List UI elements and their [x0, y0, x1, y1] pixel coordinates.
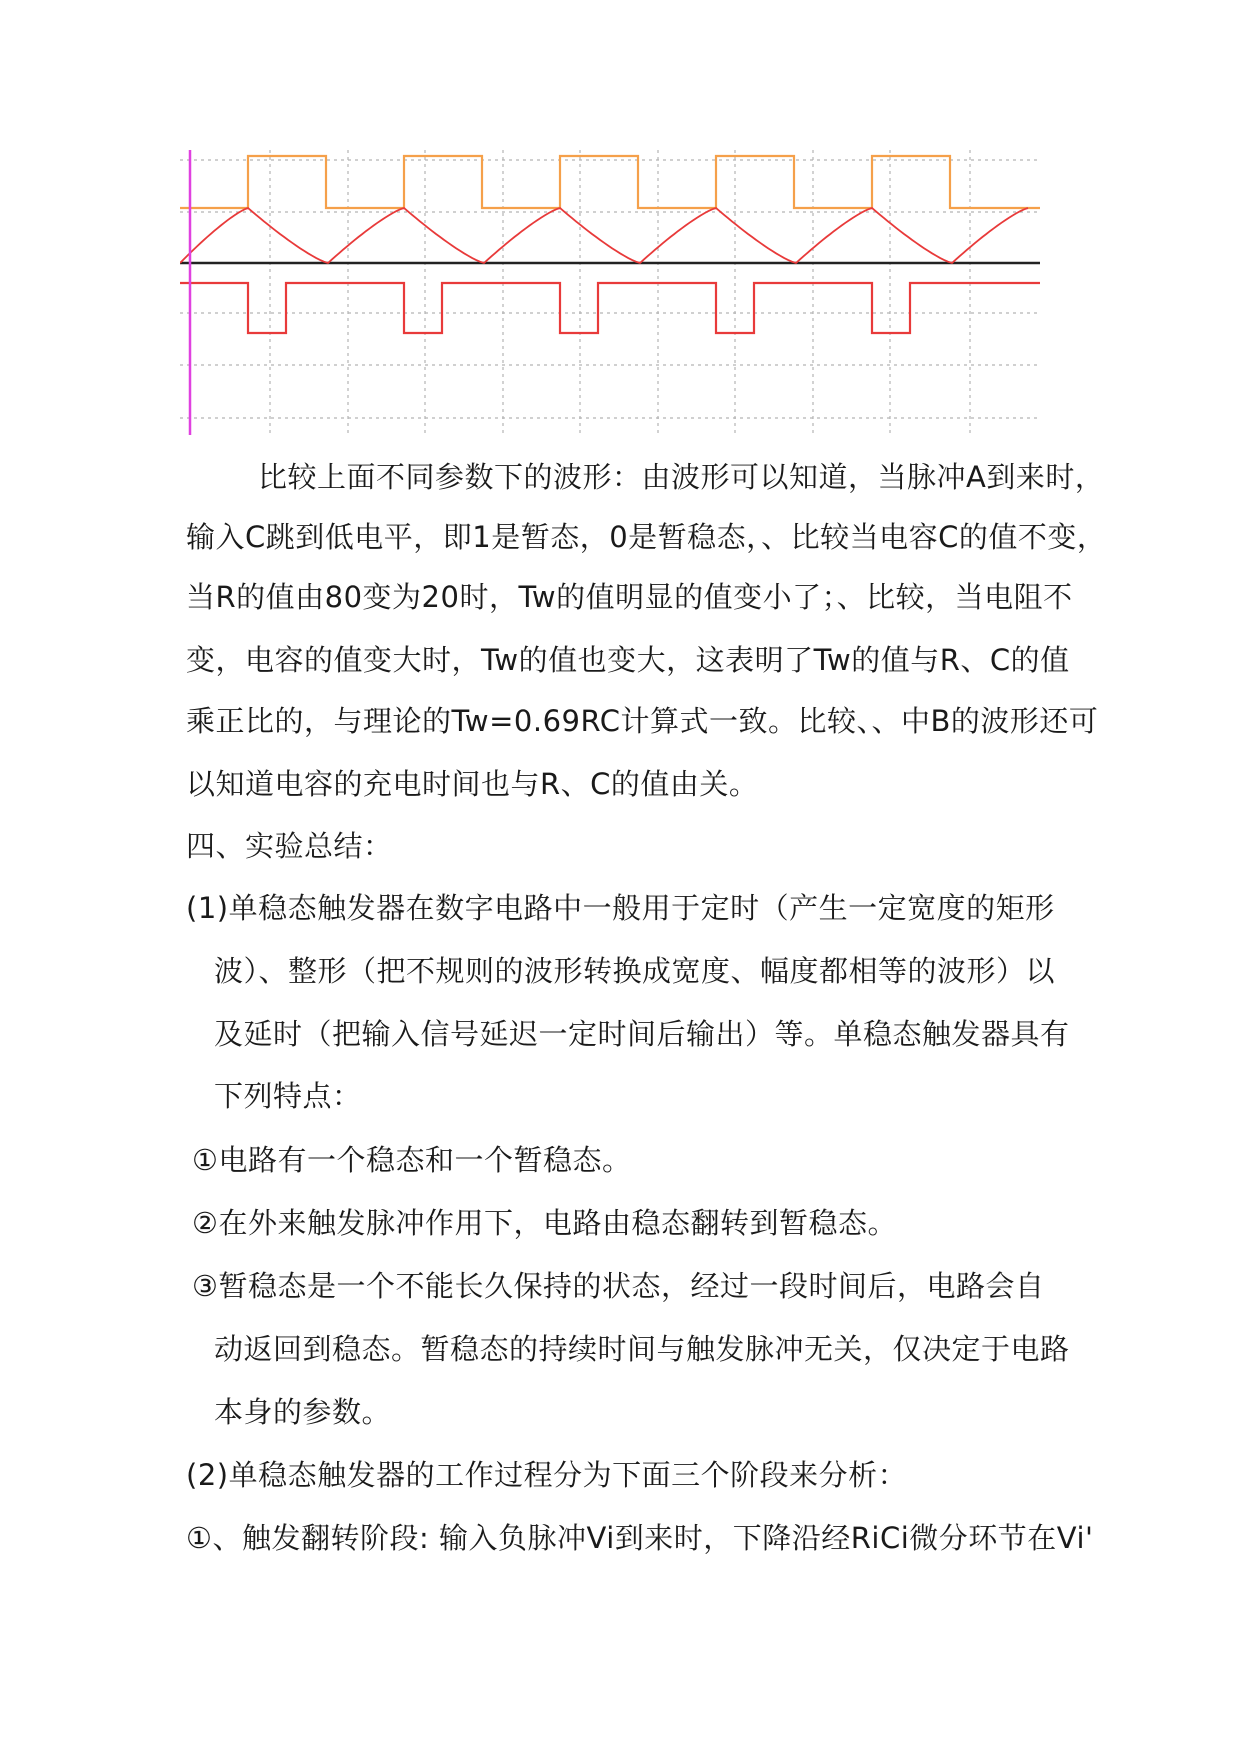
paragraph-line-6: 以知道电容的充电时间也与R、C的值由关。 [186, 767, 759, 801]
summary-item1-line-1: (1)单稳态触发器在数字电路中一般用于定时（产生一定宽度的矩形 [186, 891, 1055, 925]
feature-2: ②在外来触发脉冲作用下，电路由稳态翻转到暂稳态。 [192, 1206, 897, 1240]
summary-item1-line-4: 下列特点： [214, 1079, 362, 1113]
feature-3-line-2: 动返回到稳态。暂稳态的持续时间与触发脉冲无关，仅决定于电路 [214, 1332, 1070, 1366]
feature-3-line-1: ③暂稳态是一个不能长久保持的状态，经过一段时间后，电路会自 [192, 1269, 1045, 1303]
paragraph-line-5: 乘正比的，与理论的Tw=0.69RC计算式一致。比较、、中B的波形还可 [186, 704, 1099, 738]
trace-c-output-pulse [180, 283, 1040, 333]
paragraph-line-3: 当R的值由80变为20时，Tw的值明显的值变小了；、比较，当电阻不 [186, 580, 1073, 614]
paragraph-line-2: 输入C跳到低电平，即1是暂态，0是暂稳态，、比较当电容C的值不变， [186, 520, 1107, 554]
feature-1: ①电路有一个稳态和一个暂稳态。 [192, 1143, 632, 1177]
stage-1: ①、触发翻转阶段: 输入负脉冲Vi到来时，下降沿经RiCi微分环节在Vi' [186, 1521, 1094, 1555]
summary-item1-line-2: 波）、整形（把不规则的波形转换成宽度、幅度都相等的波形）以 [214, 954, 1056, 988]
paragraph-line-1: 比较上面不同参数下的波形：由波形可以知道，当脉冲A到来时， [258, 460, 1105, 494]
trace-a-trigger-pulse [180, 156, 1040, 208]
summary-item2: (2)单稳态触发器的工作过程分为下面三个阶段来分析： [186, 1458, 908, 1492]
feature-3-line-3: 本身的参数。 [214, 1395, 392, 1429]
trace-b-capacitor-voltage [180, 208, 1028, 263]
oscilloscope-waveform-figure [180, 150, 1040, 435]
summary-item1-line-3: 及延时（把输入信号延迟一定时间后输出）等。单稳态触发器具有 [214, 1017, 1070, 1051]
section-heading: 四、实验总结： [186, 829, 393, 863]
paragraph-line-4: 变，电容的值变大时，Tw的值也变大，这表明了Tw的值与R、C的值 [186, 643, 1070, 677]
